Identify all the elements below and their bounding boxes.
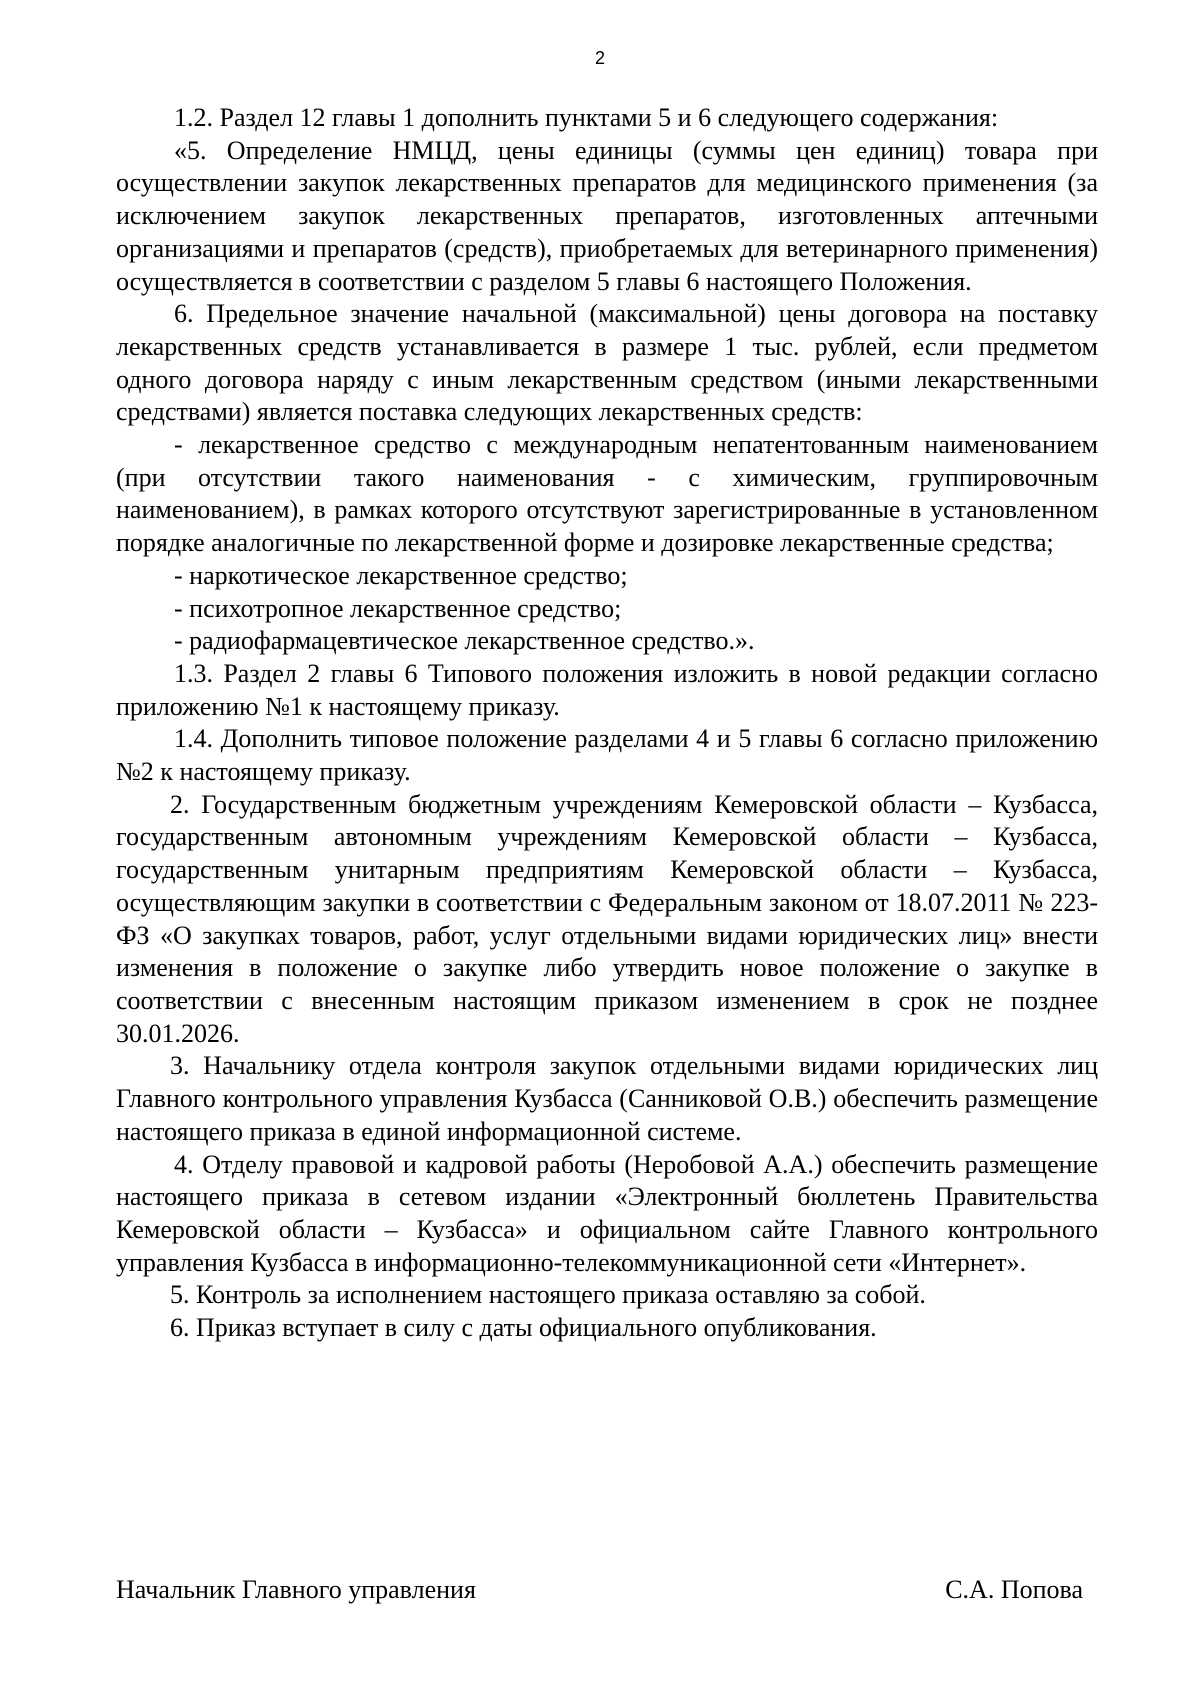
list-item-psychotropic-drug: - психотропное лекарственное средство;: [174, 593, 622, 623]
paragraph-point-5: «5. Определение НМЦД, цены единицы (суммы цен единиц) товара при осуществлении закупок лекарственных препаратов для медицинского применения (за исключением закупок лекарственных препаратов, изготовленных аптечными организациями и препаратов (средств), приобретаемых для ветеринарного применения) осуществляется в соответствии с разделом 5 главы 6 настоящего Положения.: [116, 135, 1098, 296]
list-item-radiopharmaceutical-drug: - радиофармацевтическое лекарственное средство.».: [174, 626, 755, 656]
paragraph-1-2: 1.2. Раздел 12 главы 1 дополнить пунктами 5 и 6 следующего содержания:: [174, 103, 999, 132]
signatory-name: С.А. Попова: [945, 1575, 1083, 1604]
paragraph-2: 2. Государственным бюджетным учреждениям Кемеровской области – Кузбасса, государственным автономным учреждениям Кемеровской области – Кузбасса, государственным унитарным предприятиям Кемеровской области – Кузбасса, осуществляющим закупки в соответствии с Федеральным законом от 18.07.2011 № 223-ФЗ «О закупках товаров, работ, услуг отдельными видами юридических лиц» внести изменения в положение о закупке либо утвердить новое положение о закупке в соответствии с внесенным настоящим приказом изменением в срок не позднее 30.01.2026.: [116, 789, 1098, 1048]
signatory-position: Начальник Главного управления: [116, 1575, 476, 1604]
paragraph-4: 4. Отделу правовой и кадровой работы (Неробовой А.А.) обеспечить размещение настоящего приказа в сетевом издании «Электронный бюллетень Правительства Кемеровской области – Кузбасса» и официальном сайте Главного контрольного управления Кузбасса в информационно-телекоммуникационной сети «Интернет».: [116, 1149, 1098, 1277]
document-body: [116, 102, 1098, 1345]
page-number: 2: [594, 48, 605, 68]
paragraph-3: 3. Начальнику отдела контроля закупок отдельными видами юридических лиц Главного контрольного управления Кузбасса (Санниковой О.В.) обеспечить размещение настоящего приказа в единой информационной системе.: [116, 1051, 1098, 1146]
paragraph-point-6: 6. Предельное значение начальной (максимальной) цены договора на поставку лекарственных средств устанавливается в размере 1 тыс. рублей, если предметом одного договора наряду с иным лекарственным средством (иными лекарственными средствами) является поставка следующих лекарственных средств:: [116, 299, 1098, 427]
list-item-inn-drug: - лекарственное средство с международным непатентованным наименованием (при отсутствии такого наименования - с химическим, группировочным наименованием), в рамках которого отсутствуют зарегистрированные в установленном порядке аналогичные по лекарственной форме и дозировке лекарственные средства;: [116, 430, 1098, 558]
paragraph-6: 6. Приказ вступает в силу с даты официального опубликования.: [170, 1313, 877, 1343]
signature-block: [116, 1575, 1083, 1605]
list-item-narcotic-drug: - наркотическое лекарственное средство;: [174, 560, 628, 590]
paragraph-1-4: 1.4. Дополнить типовое положение разделами 4 и 5 главы 6 согласно приложению №2 к настоящему приказу.: [116, 724, 1098, 787]
paragraph-1-3: 1.3. Раздел 2 главы 6 Типового положения изложить в новой редакции согласно приложению №1 к настоящему приказу.: [116, 658, 1098, 721]
paragraph-5: 5. Контроль за исполнением настоящего приказа оставляю за собой.: [170, 1280, 926, 1310]
